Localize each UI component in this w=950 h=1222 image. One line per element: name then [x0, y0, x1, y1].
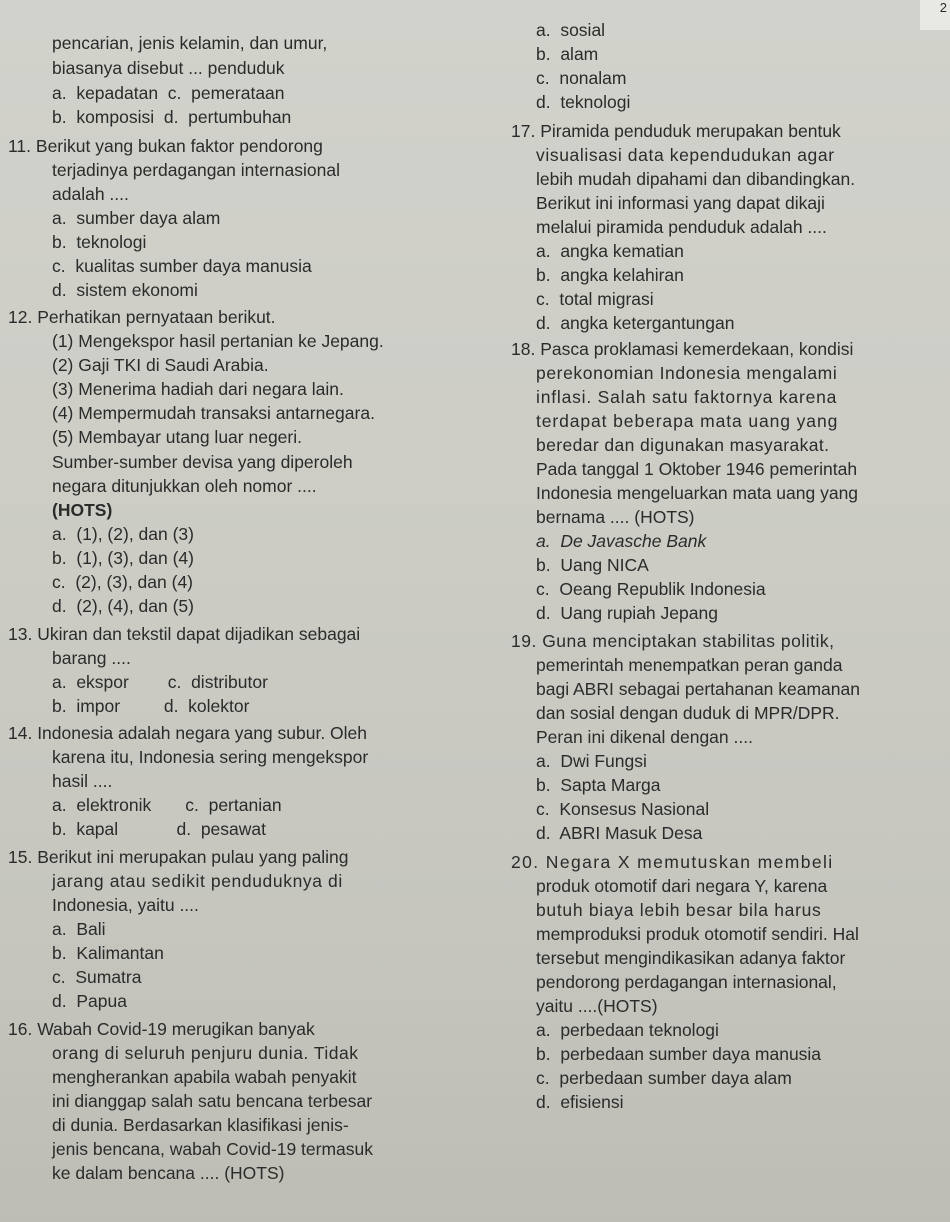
option-line: c. total migrasi	[536, 289, 654, 309]
question-12: 12. Perhatikan pernyataan berikut.	[8, 307, 276, 327]
text-line: produk otomotif dari negara Y, karena	[536, 876, 828, 896]
option-line: a. De Javasche Bank	[536, 531, 707, 551]
option-line: a. elektronik c. pertanian	[52, 795, 282, 815]
text-line: memproduksi produk otomotif sendiri. Hal	[536, 924, 859, 944]
option-line: d. sistem ekonomi	[52, 280, 198, 300]
option-line: c. Sumatra	[52, 967, 142, 987]
question-11: 11. Berikut yang bukan faktor pendorong	[8, 136, 323, 156]
option-line: a. ekspor c. distributor	[52, 672, 268, 692]
text-line: yaitu ....(HOTS)	[536, 996, 658, 1016]
text-line: orang di seluruh penjuru dunia. Tidak	[52, 1043, 359, 1063]
question-13: 13. Ukiran dan tekstil dapat dijadikan sebagai	[8, 624, 361, 644]
option-line: d. ABRI Masuk Desa	[536, 823, 703, 843]
text-line: jarang atau sedikit penduduknya di	[52, 871, 343, 891]
option-line: b. alam	[536, 44, 599, 64]
text-line: butuh biaya lebih besar bila harus	[536, 900, 822, 920]
text-line: Pada tanggal 1 Oktober 1946 pemerintah	[536, 459, 858, 479]
option-line: d. Uang rupiah Jepang	[536, 603, 718, 623]
text-line: lebih mudah dipahami dan dibandingkan.	[536, 169, 856, 189]
option-line: c. kualitas sumber daya manusia	[52, 256, 312, 276]
option-line: a. (1), (2), dan (3)	[52, 524, 194, 544]
option-line: b. impor d. kolektor	[52, 696, 250, 716]
statement-line: (4) Mempermudah transaksi antarnegara.	[52, 403, 375, 423]
text-line: Sumber-sumber devisa yang diperoleh	[52, 452, 353, 472]
option-line: a. sosial	[536, 20, 606, 40]
text-line: negara ditunjukkan oleh nomor ....	[52, 476, 317, 496]
text-line: biasanya disebut ... penduduk	[52, 58, 285, 78]
text-line: melalui piramida penduduk adalah ....	[536, 217, 827, 237]
option-line: b. Kalimantan	[52, 943, 164, 963]
option-line: a. perbedaan teknologi	[536, 1020, 719, 1040]
option-line: a. kepadatan c. pemerataan	[52, 83, 285, 103]
option-line: c. perbedaan sumber daya alam	[536, 1068, 792, 1088]
option-line: b. teknologi	[52, 232, 147, 252]
question-14: 14. Indonesia adalah negara yang subur. Oleh	[8, 723, 368, 743]
statement-line: (3) Menerima hadiah dari negara lain.	[52, 379, 344, 399]
text-line: beredar dan digunakan masyarakat.	[536, 435, 830, 455]
text-line: Berikut ini informasi yang dapat dikaji	[536, 193, 825, 213]
question-17: 17. Piramida penduduk merupakan bentuk	[511, 121, 841, 141]
statement-line: (5) Membayar utang luar negeri.	[52, 427, 302, 447]
question-15: 15. Berikut ini merupakan pulau yang paling	[8, 847, 349, 867]
option-line: a. angka kematian	[536, 241, 684, 261]
option-line: d. (2), (4), dan (5)	[52, 596, 194, 616]
statement-line: (1) Mengekspor hasil pertanian ke Jepang.	[52, 331, 384, 351]
option-line: b. kapal d. pesawat	[52, 819, 266, 839]
text-line: bagi ABRI sebagai pertahanan keamanan	[536, 679, 860, 699]
option-line: b. angka kelahiran	[536, 265, 684, 285]
option-line: a. sumber daya alam	[52, 208, 221, 228]
text-line: mengherankan apabila wabah penyakit	[52, 1067, 357, 1087]
option-line: a. Dwi Fungsi	[536, 751, 647, 771]
text-line: ke dalam bencana .... (HOTS)	[52, 1163, 285, 1183]
option-line: b. perbedaan sumber daya manusia	[536, 1044, 822, 1064]
question-16: 16. Wabah Covid-19 merugikan banyak	[8, 1019, 315, 1039]
option-line: a. Bali	[52, 919, 106, 939]
option-line: c. nonalam	[536, 68, 627, 88]
option-line: c. Konsesus Nasional	[536, 799, 710, 819]
option-line: b. komposisi d. pertumbuhan	[52, 107, 292, 127]
option-line: b. (1), (3), dan (4)	[52, 548, 194, 568]
text-line: ini dianggap salah satu bencana terbesar	[52, 1091, 373, 1111]
text-line: di dunia. Berdasarkan klasifikasi jenis-	[52, 1115, 349, 1135]
text-line: Indonesia mengeluarkan mata uang yang	[536, 483, 859, 503]
question-19: 19. Guna menciptakan stabilitas politik,	[511, 631, 835, 651]
text-line: pencarian, jenis kelamin, dan umur,	[52, 33, 328, 53]
text-line: pemerintah menempatkan peran ganda	[536, 655, 843, 675]
text-line: terjadinya perdagangan internasional	[52, 160, 340, 180]
hots-label: (HOTS)	[52, 500, 113, 520]
option-line: d. Papua	[52, 991, 127, 1011]
text-line: visualisasi data kependudukan agar	[536, 145, 835, 165]
text-line: karena itu, Indonesia sering mengekspor	[52, 747, 369, 767]
text-line: Peran ini dikenal dengan ....	[536, 727, 753, 747]
text-line: tersebut mengindikasikan adanya faktor	[536, 948, 846, 968]
statement-line: (2) Gaji TKI di Saudi Arabia.	[52, 355, 269, 375]
text-line: inflasi. Salah satu faktornya karena	[536, 387, 838, 407]
text-line: hasil ....	[52, 771, 113, 791]
question-18: 18. Pasca proklamasi kemerdekaan, kondisi	[511, 339, 854, 359]
text-line: Indonesia, yaitu ....	[52, 895, 199, 915]
text-line: pendorong perdagangan internasional,	[536, 972, 837, 992]
page-corner-number: 2	[920, 0, 950, 30]
text-line: bernama .... (HOTS)	[536, 507, 695, 527]
option-line: d. angka ketergantungan	[536, 313, 735, 333]
option-line: c. Oeang Republik Indonesia	[536, 579, 766, 599]
option-line: b. Sapta Marga	[536, 775, 661, 795]
option-line: b. Uang NICA	[536, 555, 649, 575]
text-line: jenis bencana, wabah Covid-19 termasuk	[52, 1139, 374, 1159]
text-line: adalah ....	[52, 184, 129, 204]
text-line: terdapat beberapa mata uang yang	[536, 411, 839, 431]
text-line: dan sosial dengan duduk di MPR/DPR.	[536, 703, 840, 723]
option-line: d. teknologi	[536, 92, 631, 112]
question-20: 20. Negara X memutuskan membeli	[511, 852, 834, 872]
text-line: perekonomian Indonesia mengalami	[536, 363, 838, 383]
option-line: d. efisiensi	[536, 1092, 624, 1112]
text-line: barang ....	[52, 648, 131, 668]
option-line: c. (2), (3), dan (4)	[52, 572, 194, 592]
